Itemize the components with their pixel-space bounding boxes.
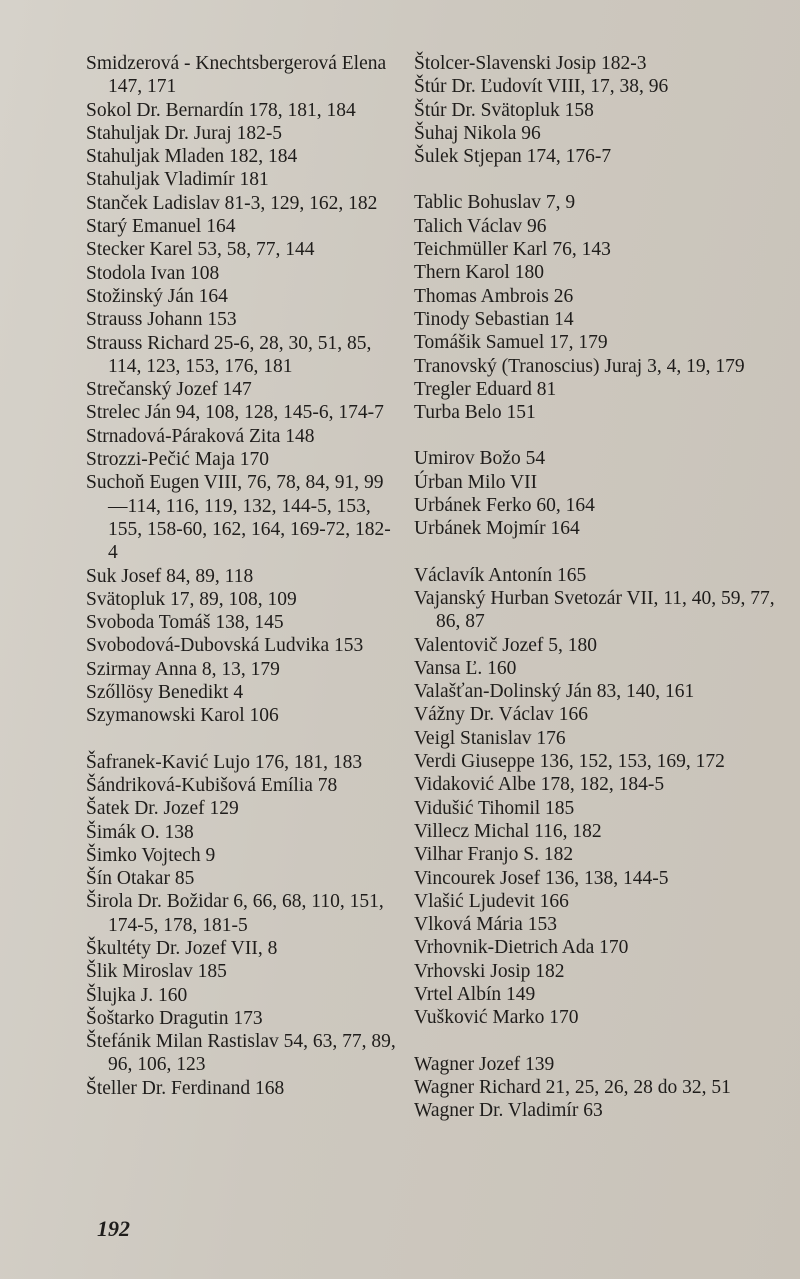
index-entry: Smidzerová - Knechtsbergerová Elena 147, 171 (86, 53, 387, 98)
index-entry: Wagner Richard 21, 25, 26, 28 do 32, 51 (414, 1076, 731, 1098)
index-entry: Vilhar Franjo S. 182 (414, 844, 574, 866)
section-gap (414, 424, 794, 447)
index-entry: Vansa Ľ. 160 (414, 657, 517, 679)
index-entry: Vrtel Albín 149 (414, 983, 536, 1005)
index-entry: Štúr Dr. Svätopluk 158 (414, 99, 594, 121)
index-entry: Vincourek Josef 136, 138, 144-5 (414, 867, 669, 889)
section-gap (414, 1030, 794, 1053)
index-entry: Vlková Mária 153 (414, 914, 557, 936)
index-entry: Stahuljak Dr. Juraj 182-5 (86, 122, 283, 144)
index-entry: Svätopluk 17, 89, 108, 109 (86, 588, 297, 610)
index-entry: Stecker Karel 53, 58, 77, 144 (86, 239, 315, 261)
index-entry: Tablic Bohuslav 7, 9 (414, 192, 576, 214)
index-entry: Šuhaj Nikola 96 (414, 122, 541, 144)
index-entry: Urbánek Ferko 60, 164 (414, 495, 595, 517)
index-entry: Vidušić Tihomil 185 (414, 797, 575, 819)
index-entry: Wagner Dr. Vladimír 63 (414, 1100, 603, 1122)
index-entry: Vrhovnik-Dietrich Ada 170 (414, 937, 629, 959)
index-entry: Strauss Johann 153 (86, 309, 237, 331)
index-entry: Szőllösy Benedikt 4 (86, 682, 244, 704)
index-column-left (86, 52, 396, 1100)
index-entry: Starý Emanuel 164 (86, 216, 236, 238)
index-entry: Štúr Dr. Ľudovít VIII, 17, 38, 96 (414, 76, 669, 98)
index-entry: Turba Belo 151 (414, 402, 536, 424)
index-entry: Wagner Jozef 139 (414, 1053, 555, 1075)
index-entry: Škultéty Dr. Jozef VII, 8 (86, 937, 278, 959)
index-entry: Šteller Dr. Ferdinand 168 (86, 1077, 285, 1099)
index-entry: Stahuljak Mladen 182, 184 (86, 146, 298, 168)
section-gap (86, 728, 396, 751)
index-entry: Václavík Antonín 165 (414, 564, 587, 586)
index-entry: Stahuljak Vladimír 181 (86, 169, 269, 191)
index-entry: Valentovič Jozef 5, 180 (414, 634, 598, 656)
index-entry: Šafranek-Kavić Lujo 176, 181, 183 (86, 751, 363, 773)
index-entry: Štefánik Milan Rastislav 54, 63, 77, 89, 96, 106, 123 (86, 1031, 396, 1076)
index-column-right (414, 52, 794, 1122)
index-entry: Štolcer-Slavenski Josip 182-3 (414, 53, 647, 74)
index-entry: Strečanský Jozef 147 (86, 379, 252, 401)
index-entry: Stodola Ivan 108 (86, 262, 220, 284)
index-entry: Szirmay Anna 8, 13, 179 (86, 658, 280, 680)
index-entry: Strauss Richard 25-6, 28, 30, 51, 85, 114, 123, 153, 176, 181 (86, 332, 372, 377)
index-entry: Szymanowski Karol 106 (86, 705, 279, 727)
index-entry: Šulek Stjepan 174, 176-7 (414, 146, 612, 168)
index-entry: Veigl Stanislav 176 (414, 727, 566, 749)
index-entry: Šándriková-Kubišová Emília 78 (86, 774, 338, 796)
index-entry: Šoštarko Dragutin 173 (86, 1007, 263, 1029)
index-entry: Thomas Ambrois 26 (414, 285, 574, 307)
index-entry: Strnadová-Páraková Zita 148 (86, 425, 315, 447)
index-entry: Verdi Giuseppe 136, 152, 153, 169, 172 (414, 751, 725, 773)
index-entry: Teichmüller Karl 76, 143 (414, 239, 611, 261)
index-entry: Šatek Dr. Jozef 129 (86, 798, 239, 820)
index-entry: Vrhovski Josip 182 (414, 960, 565, 982)
index-entry: Strozzi-Pečić Maja 170 (86, 449, 270, 471)
index-entry: Šimák O. 138 (86, 821, 194, 843)
index-entry: Stanček Ladislav 81-3, 129, 162, 182 (86, 192, 378, 214)
index-entry: Talich Václav 96 (414, 215, 547, 237)
index-entry: Širola Dr. Božidar 6, 66, 68, 110, 151, 174-5, 178, 181-5 (86, 891, 384, 936)
index-entry: Tranovský (Tranoscius) Juraj 3, 4, 19, 179 (414, 355, 745, 377)
index-entry: Tinody Sebastian 14 (414, 308, 574, 330)
index-entry: Šlujka J. 160 (86, 984, 188, 1006)
section-gap (414, 168, 794, 191)
index-entry: Šimko Vojtech 9 (86, 844, 216, 866)
page-number: 192 (97, 1216, 130, 1241)
index-entry: Šín Otakar 85 (86, 868, 195, 890)
index-entry: Umirov Božo 54 (414, 448, 546, 470)
index-entry: Suk Josef 84, 89, 118 (86, 565, 254, 587)
index-entry: Svoboda Tomáš 138, 145 (86, 612, 284, 634)
index-entry: Úrban Milo VII (414, 471, 538, 493)
index-entry: Valašťan-Dolinský Ján 83, 140, 161 (414, 681, 695, 703)
index-entry: Vážny Dr. Václav 166 (414, 704, 589, 726)
index-entry: Vajanský Hurban Svetozár VII, 11, 40, 59, 77, 86, 87 (414, 587, 775, 633)
index-entry: Tomášik Samuel 17, 179 (414, 332, 608, 354)
index-entry: Urbánek Mojmír 164 (414, 518, 580, 540)
index-entry: Stožinský Ján 164 (86, 285, 228, 307)
section-gap (414, 541, 794, 564)
index-entry: Sokol Dr. Bernardín 178, 181, 184 (86, 99, 356, 121)
index-entry: Thern Karol 180 (414, 262, 544, 284)
index-entry: Vlašić Ljudevit 166 (414, 890, 569, 912)
index-entry: Suchoň Eugen VIII, 76, 78, 84, 91, 99—114, 116, 119, 132, 144-5, 153, 155, 158-60, 162, 164, 169-72, 182-4 (86, 472, 391, 564)
index-entry: Svobodová-Dubovská Ludvika 153 (86, 635, 364, 657)
index-entry: Strelec Ján 94, 108, 128, 145-6, 174-7 (86, 402, 384, 424)
index-entry: Villecz Michal 116, 182 (414, 820, 602, 842)
index-entry: Vušković Marko 170 (414, 1007, 579, 1029)
index-entry: Tregler Eduard 81 (414, 378, 557, 400)
index-entry: Šlik Miroslav 185 (86, 961, 227, 983)
index-entry: Vidaković Albe 178, 182, 184-5 (414, 774, 665, 796)
